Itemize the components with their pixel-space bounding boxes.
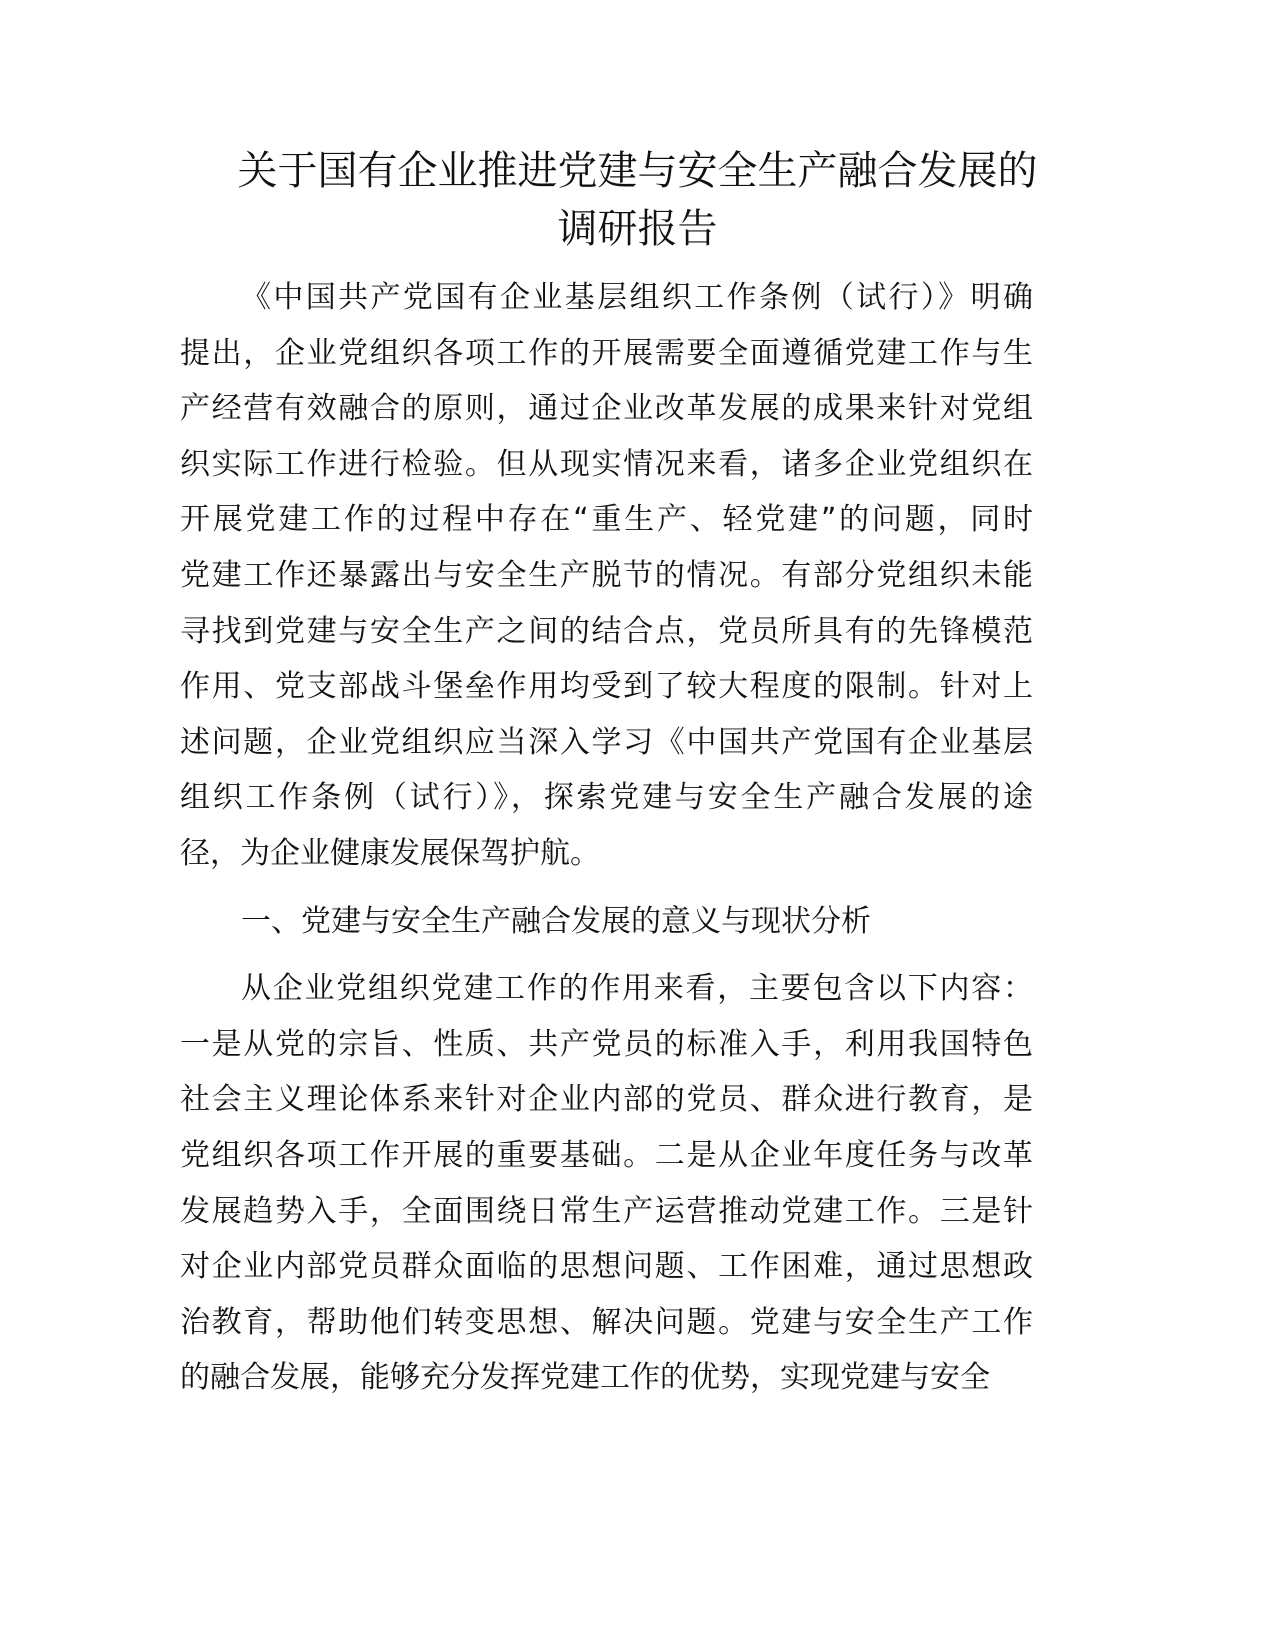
text-line: 从企业党组织党建工作的作用来看，主要包含以下内容： — [241, 971, 1033, 1007]
section-heading — [180, 894, 1033, 950]
text-line: 治教育，帮助他们转变思想、解决问题。党建与安全生产工作 — [180, 1304, 1033, 1340]
document-title — [0, 142, 1275, 258]
text-line: 开展党建工作的过程中存在“重生产、轻党建”的问题，同时 — [180, 502, 1033, 538]
text-line: 产经营有效融合的原则，通过企业改革发展的成果来针对党组 — [180, 391, 1033, 427]
text-line: 一、党建与安全生产融合发展的意义与现状分析 — [241, 903, 871, 939]
text-line: 一是从党的宗旨、性质、共产党员的标准入手，利用我国特色 — [180, 1026, 1033, 1062]
text-line: 党组织各项工作开展的重要基础。二是从企业年度任务与改革 — [180, 1137, 1033, 1173]
text-line: 发展趋势入手，全面围绕日常生产运营推动党建工作。三是针 — [180, 1193, 1033, 1229]
text-line: 织实际工作进行检验。但从现实情况来看，诸多企业党组织在 — [180, 446, 1033, 482]
paragraph — [180, 270, 1033, 882]
text-line: 作用、党支部战斗堡垒作用均受到了较大程度的限制。针对上 — [180, 669, 1033, 705]
text-line: 社会主义理论体系来针对企业内部的党员、群众进行教育，是 — [180, 1082, 1033, 1118]
text-line: 提出，企业党组织各项工作的开展需要全面遵循党建工作与生 — [180, 335, 1033, 371]
text-line: 组织工作条例（试行）》，探索党建与安全生产融合发展的途 — [180, 780, 1033, 816]
text-line: 党建工作还暴露出与安全生产脱节的情况。有部分党组织未能 — [180, 557, 1033, 593]
text-line: 对企业内部党员群众面临的思想问题、工作困难，通过思想政 — [180, 1249, 1033, 1285]
text-line: 的融合发展，能够充分发挥党建工作的优势，实现党建与安全 — [180, 1360, 990, 1396]
document-body — [180, 270, 1033, 1418]
text-line: 《中国共产党国有企业基层组织工作条例（试行）》明确 — [241, 280, 1033, 315]
title-line-2: 调研报告 — [557, 206, 718, 252]
title-line-1: 关于国有企业推进党建与安全生产融合发展的 — [237, 148, 1038, 194]
text-line: 寻找到党建与安全生产之间的结合点，党员所具有的先锋模范 — [180, 613, 1033, 649]
text-line: 径，为企业健康发展保驾护航。 — [180, 835, 600, 871]
text-line: 述问题，企业党组织应当深入学习《中国共产党国有企业基层 — [180, 724, 1033, 760]
paragraph — [180, 961, 1033, 1406]
